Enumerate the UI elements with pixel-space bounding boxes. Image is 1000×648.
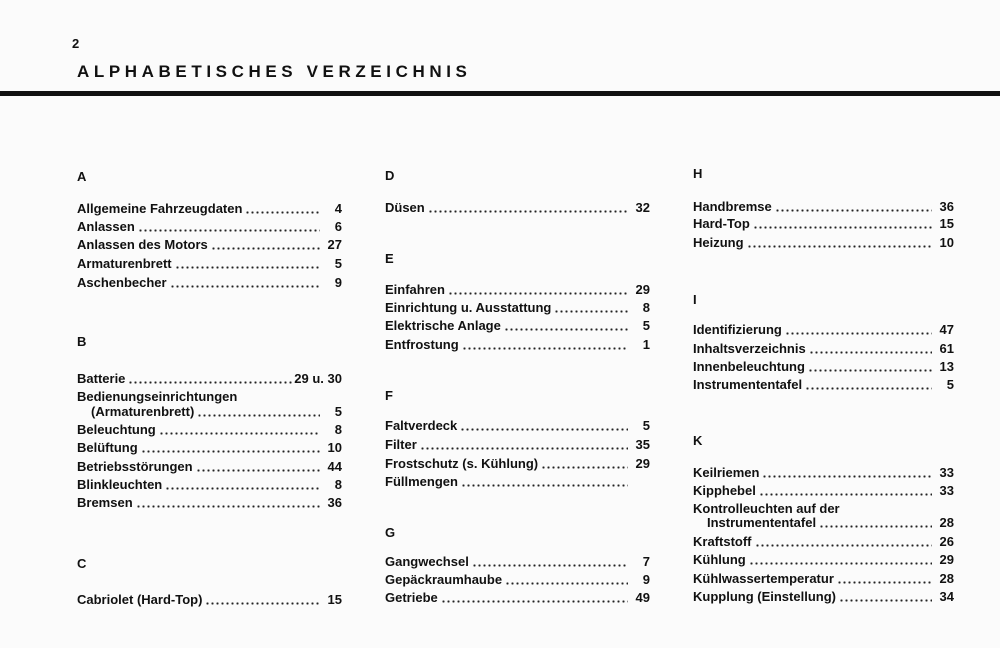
dot-leader [785, 332, 932, 335]
index-entry [693, 322, 954, 338]
index-entry [385, 437, 650, 453]
index-entry [693, 377, 954, 393]
dot-leader [462, 347, 628, 350]
entry-page-number: 8 [334, 422, 342, 437]
entry-page-number: 26 [939, 534, 954, 549]
dot-leader [755, 544, 933, 547]
dot-leader [211, 247, 320, 250]
dot-leader [843, 511, 932, 514]
entry-page-number: 29 [635, 282, 650, 297]
dot-leader [809, 351, 932, 354]
dot-leader [420, 447, 628, 450]
index-entry [77, 201, 342, 217]
entry-label: Beleuchtung [77, 422, 156, 437]
entry-page-number: 29 u. 30 [294, 371, 342, 386]
index-entry [77, 459, 342, 475]
entry-label: Filter [385, 437, 417, 452]
index-entry [77, 275, 342, 291]
section-letter: K [693, 433, 703, 448]
dot-leader [505, 582, 628, 585]
dot-leader [753, 226, 932, 229]
section-letter: B [77, 334, 87, 349]
dot-leader [240, 399, 320, 402]
entry-label: Betriebsstörungen [77, 459, 193, 474]
entry-label: Handbremse [693, 199, 772, 214]
dot-leader [541, 466, 628, 469]
dot-leader [472, 564, 628, 567]
entry-label: (Armaturenbrett) [91, 404, 195, 419]
section-letter: C [77, 556, 87, 571]
index-entry [385, 474, 650, 490]
dot-leader [808, 369, 932, 372]
dot-leader [196, 469, 320, 472]
entry-label: Armaturenbrett [77, 256, 172, 271]
dot-leader [749, 562, 932, 565]
entry-label: Entfrostung [385, 337, 459, 352]
dot-leader [205, 602, 320, 605]
entry-label: Cabriolet (Hard-Top) [77, 592, 203, 607]
entry-label: Gepäckraumhaube [385, 572, 503, 587]
entry-page-number: 8 [642, 300, 650, 315]
entry-page-number: 8 [334, 477, 342, 492]
index-entry [385, 554, 650, 570]
page-number: 2 [72, 36, 80, 51]
dot-leader [141, 450, 320, 453]
index-entry [385, 337, 650, 353]
dot-leader [759, 493, 932, 496]
index-entry [385, 590, 650, 606]
dot-leader [170, 285, 320, 288]
entry-page-number: 36 [939, 199, 954, 214]
entry-label: Kraftstoff [693, 534, 752, 549]
section-letter: E [385, 251, 394, 266]
entry-page-number: 28 [939, 571, 954, 586]
entry-label: Instrumententafel [693, 377, 803, 392]
entry-page-number: 5 [642, 318, 650, 333]
entry-page-number: 5 [334, 256, 342, 271]
entry-page-number: 44 [327, 459, 342, 474]
index-entry [693, 552, 954, 568]
entry-label: Allgemeine Fahrzeugdaten [77, 201, 243, 216]
index-entry [693, 341, 954, 357]
dot-leader [819, 525, 932, 528]
dot-leader [805, 387, 932, 390]
entry-label: Bedienungseinrichtungen [77, 389, 238, 404]
index-entry [693, 483, 954, 499]
dot-leader [128, 381, 292, 384]
index-entry [77, 371, 342, 387]
entry-page-number: 10 [939, 235, 954, 250]
entry-page-number: 13 [939, 359, 954, 374]
entry-label: Hard-Top [693, 216, 750, 231]
dot-leader [839, 599, 932, 602]
entry-label: Batterie [77, 371, 126, 386]
index-entry [693, 534, 954, 550]
index-entry [385, 200, 650, 216]
dot-leader [441, 600, 628, 603]
entry-page-number: 61 [939, 341, 954, 356]
entry-label: Kühlung [693, 552, 746, 567]
entry-page-number: 6 [334, 219, 342, 234]
entry-page-number: 29 [635, 456, 650, 471]
section-letter: G [385, 525, 396, 540]
entry-label: Frostschutz (s. Kühlung) [385, 456, 539, 471]
dot-leader [175, 266, 320, 269]
entry-label: Düsen [385, 200, 425, 215]
entry-label: Blinkleuchten [77, 477, 163, 492]
entry-label: Einfahren [385, 282, 445, 297]
entry-label: Getriebe [385, 590, 438, 605]
index-entry [77, 592, 342, 608]
entry-page-number: 1 [642, 337, 650, 352]
entry-page-number: 49 [635, 590, 650, 605]
entry-label: Einrichtung u. Ausstattung [385, 300, 552, 315]
entry-page-number: 9 [334, 275, 342, 290]
dot-leader [775, 209, 932, 212]
entry-label: Bremsen [77, 495, 133, 510]
entry-label: Gangwechsel [385, 554, 469, 569]
entry-label: Aschenbecher [77, 275, 167, 290]
index-entry [385, 572, 650, 588]
dot-leader [460, 428, 628, 431]
entry-label: Faltverdeck [385, 418, 458, 433]
index-entry [77, 422, 342, 438]
section-letter: D [385, 168, 395, 183]
dot-leader [136, 505, 320, 508]
index-entry [77, 256, 342, 272]
section-letter: I [693, 292, 697, 307]
entry-label: Belüftung [77, 440, 138, 455]
index-entry [693, 515, 954, 531]
index-entry [693, 216, 954, 232]
index-entry [385, 318, 650, 334]
entry-label: Anlassen des Motors [77, 237, 208, 252]
section-letter: F [385, 388, 393, 403]
index-entry [693, 465, 954, 481]
entry-label: Instrumententafel [707, 515, 817, 530]
entry-page-number: 34 [939, 589, 954, 604]
entry-page-number: 35 [635, 437, 650, 452]
index-entry [77, 219, 342, 235]
entry-page-number: 28 [939, 515, 954, 530]
entry-label: Innenbeleuchtung [693, 359, 805, 374]
entry-page-number: 5 [334, 404, 342, 419]
index-entry [693, 359, 954, 375]
dot-leader [138, 229, 320, 232]
entry-page-number: 10 [327, 440, 342, 455]
index-entry [385, 418, 650, 434]
dot-leader [837, 581, 932, 584]
entry-page-number: 36 [327, 495, 342, 510]
entry-page-number: 7 [642, 554, 650, 569]
entry-page-number: 15 [327, 592, 342, 607]
entry-label: Heizung [693, 235, 744, 250]
entry-label: Kühlwassertemperatur [693, 571, 834, 586]
index-entry [77, 440, 342, 456]
dot-leader [504, 328, 628, 331]
entry-label: Keilriemen [693, 465, 760, 480]
index-entry [77, 404, 342, 420]
index-entry [385, 456, 650, 472]
page-title: ALPHABETISCHES VERZEICHNIS [77, 62, 472, 81]
entry-label: Elektrische Anlage [385, 318, 501, 333]
index-entry [693, 199, 954, 215]
dot-leader [245, 211, 320, 214]
entry-label: Füllmengen [385, 474, 458, 489]
entry-page-number: 33 [939, 483, 954, 498]
entry-page-number: 47 [939, 322, 954, 337]
dot-leader [165, 487, 320, 490]
entry-label: Identifizierung [693, 322, 782, 337]
dot-leader [197, 414, 320, 417]
index-entry [693, 235, 954, 251]
entry-page-number: 15 [939, 216, 954, 231]
index-entry [385, 300, 650, 316]
entry-label: Kupplung (Einstellung) [693, 589, 836, 604]
index-entry [77, 495, 342, 511]
entry-page-number: 29 [939, 552, 954, 567]
entry-label: Kipphebel [693, 483, 756, 498]
section-letter: H [693, 166, 703, 181]
entry-page-number: 9 [642, 572, 650, 587]
entry-page-number: 33 [939, 465, 954, 480]
entry-label: Inhaltsverzeichnis [693, 341, 806, 356]
dot-leader [762, 475, 932, 478]
entry-label: Kontrolleuchten auf der [693, 501, 840, 516]
index-entry [385, 282, 650, 298]
dot-leader [461, 484, 628, 487]
dot-leader [159, 432, 320, 435]
index-entry [77, 389, 342, 405]
index-entry [77, 477, 342, 493]
index-entry [693, 571, 954, 587]
entry-page-number: 32 [635, 200, 650, 215]
index-entry [77, 237, 342, 253]
dot-leader [448, 292, 628, 295]
entry-page-number: 27 [327, 237, 342, 252]
entry-page-number: 5 [642, 418, 650, 433]
dot-leader [554, 310, 628, 313]
dot-leader [428, 210, 628, 213]
section-letter: A [77, 169, 87, 184]
dot-leader [747, 245, 932, 248]
entry-label: Anlassen [77, 219, 135, 234]
entry-page-number: 4 [334, 201, 342, 216]
entry-page-number: 5 [946, 377, 954, 392]
index-entry [693, 589, 954, 605]
header-rule [0, 91, 1000, 96]
